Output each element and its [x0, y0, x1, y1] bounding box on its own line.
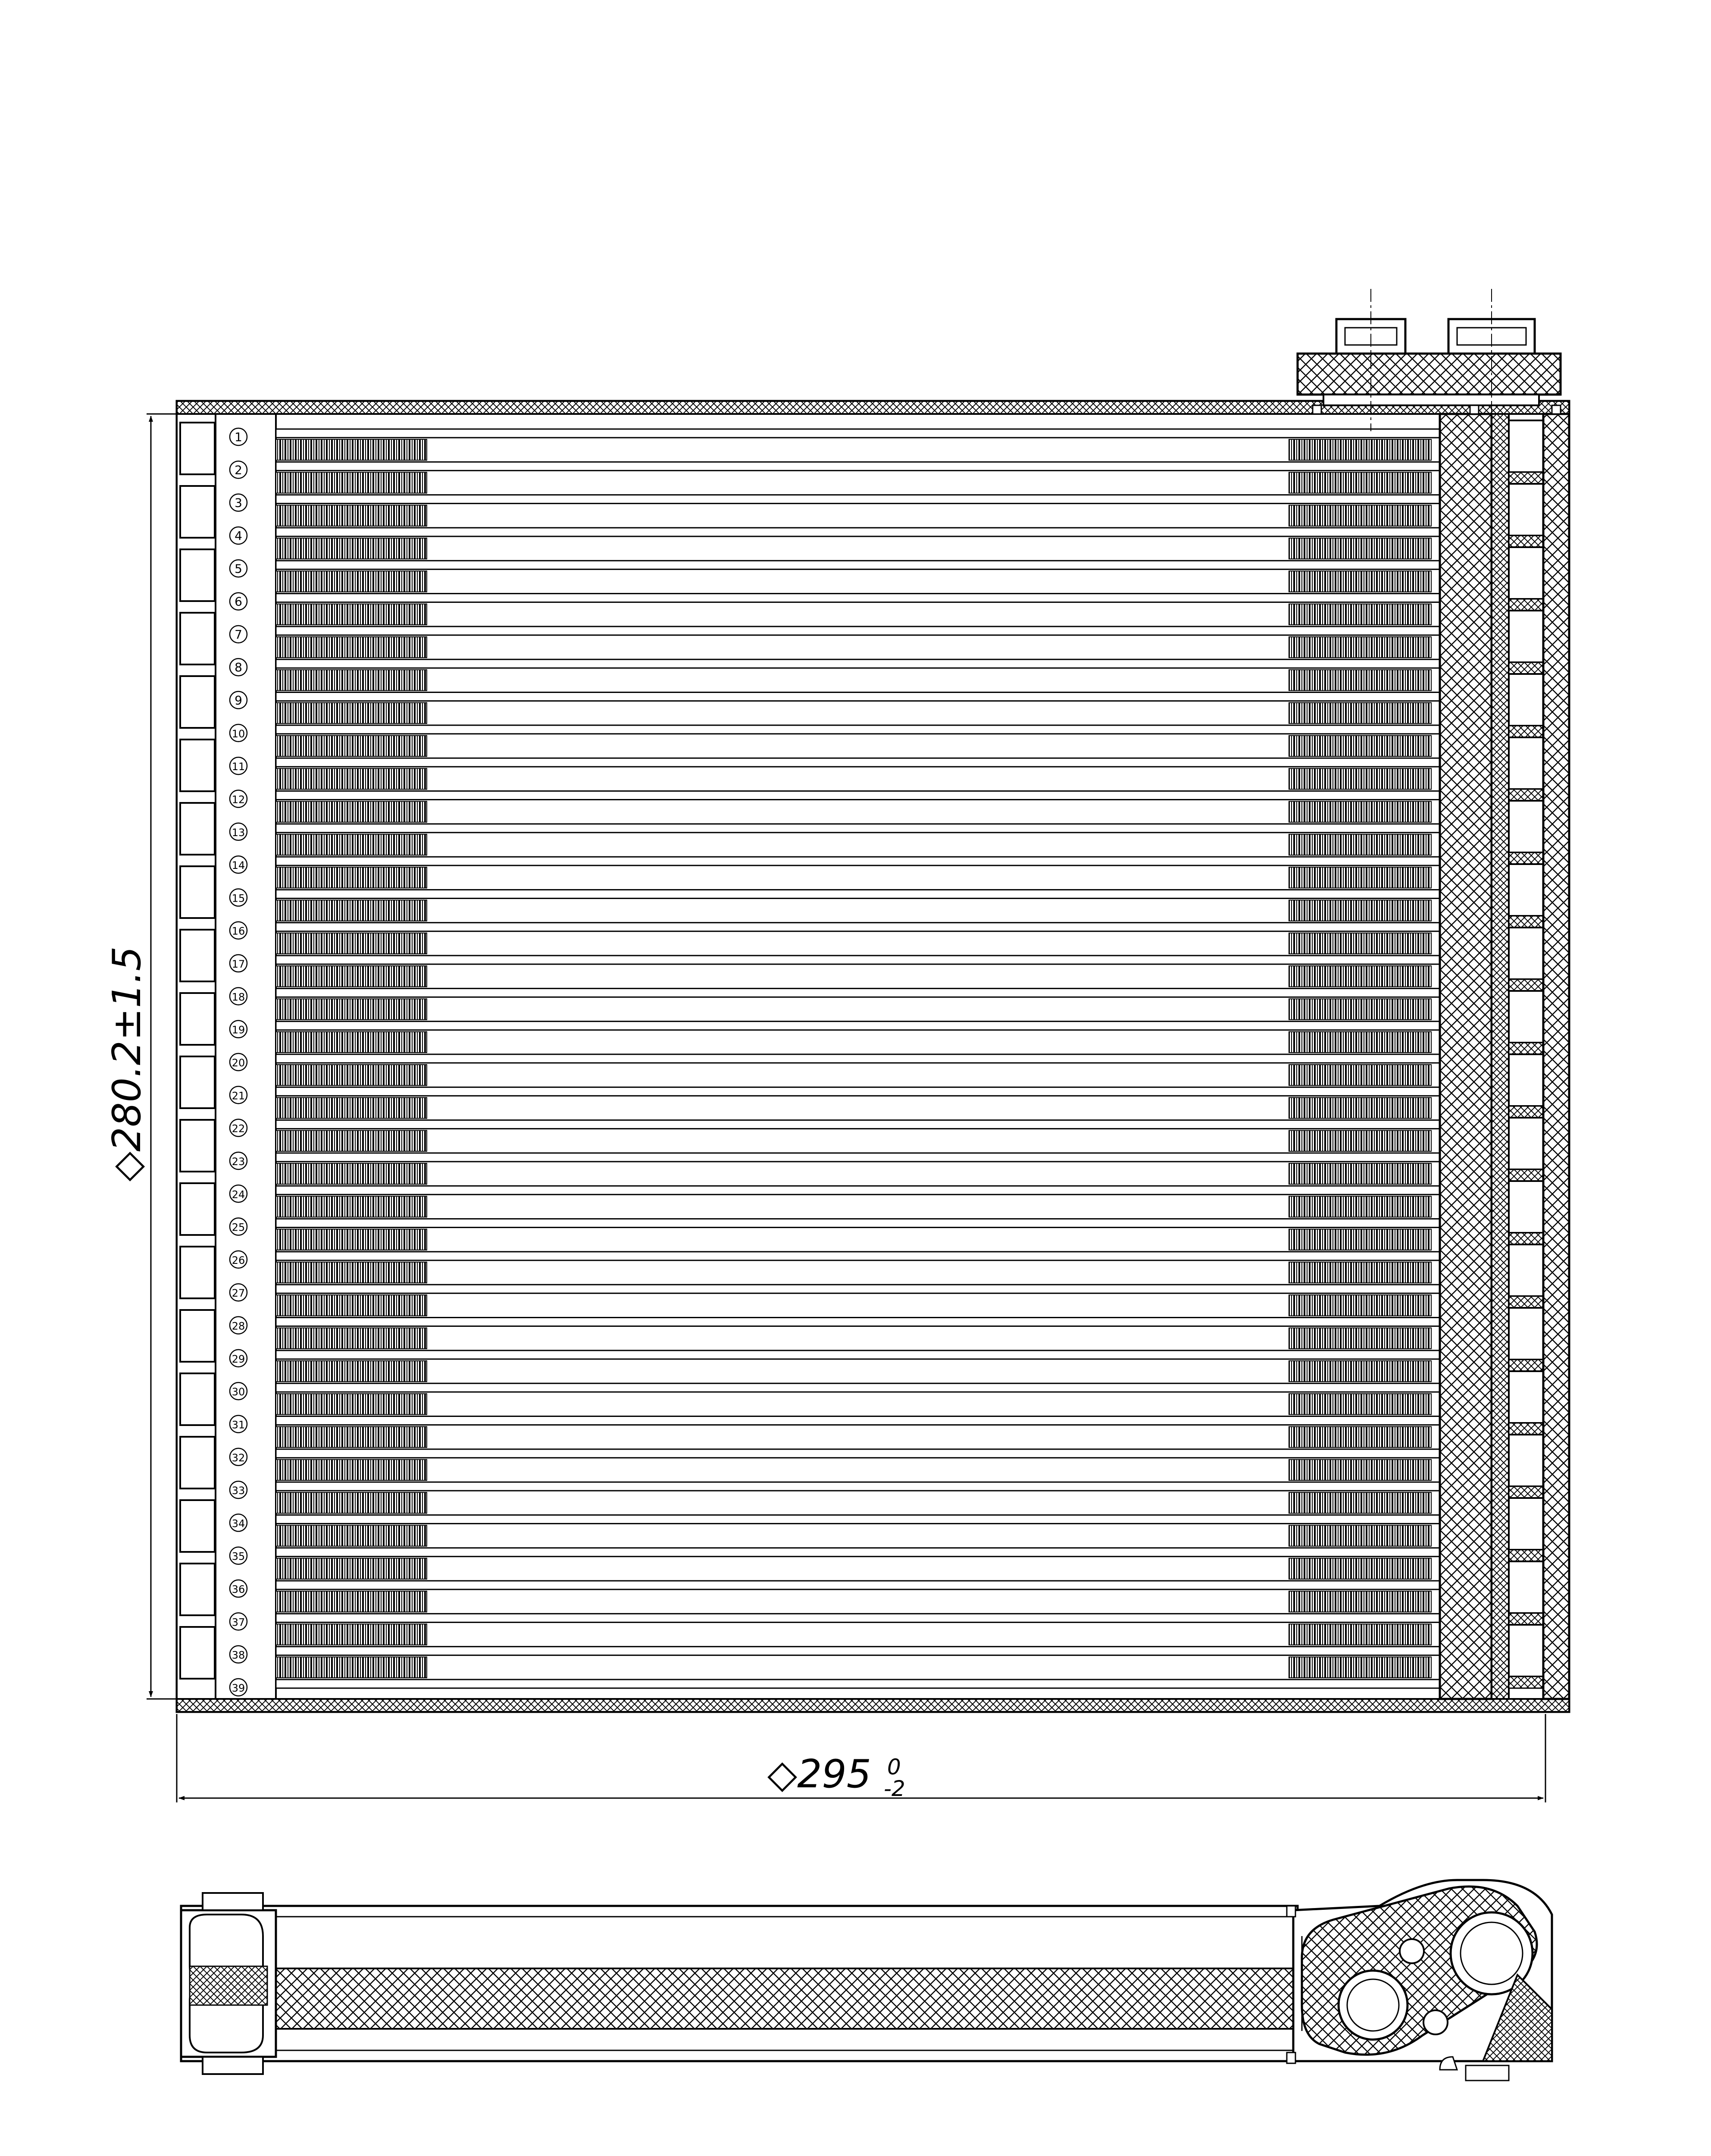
right-tank-joint: [1509, 852, 1543, 864]
fin-block-left: [276, 1492, 427, 1513]
fin-block-right: [1289, 571, 1431, 592]
tube-number-label: 15: [231, 892, 245, 905]
fin-block-right: [1289, 1032, 1431, 1053]
tube: [276, 1186, 1440, 1194]
tube: [276, 1614, 1440, 1622]
tube: [276, 1416, 1440, 1425]
tube-number-label: 21: [231, 1090, 245, 1102]
right-tank-segment: [1509, 1435, 1543, 1486]
tube-number-label: 22: [231, 1122, 245, 1135]
tube-number-label: 23: [231, 1155, 245, 1168]
fin-block-right: [1289, 472, 1431, 493]
tube: [276, 1153, 1440, 1162]
fin-block-left: [276, 1262, 427, 1283]
tube-number-label: 2: [235, 463, 242, 477]
tank-lug: [180, 613, 215, 664]
tube: [276, 627, 1440, 635]
tube: [276, 1680, 1440, 1688]
tube-number-label: 4: [235, 528, 242, 543]
right-tank-segment: [1509, 1181, 1543, 1233]
right-tank-segment: [1509, 801, 1543, 852]
tube: [276, 528, 1440, 536]
right-tank-joint: [1509, 662, 1543, 674]
fin-block-right: [1289, 1361, 1431, 1382]
tube: [276, 791, 1440, 799]
fin-block-right: [1289, 1065, 1431, 1085]
fin-block-left: [276, 703, 427, 724]
right-tank-segment: [1509, 1118, 1543, 1169]
bolt-hole-upper: [1400, 1939, 1424, 1963]
tube-number-label: 28: [231, 1320, 245, 1332]
right-tank-segment: [1509, 1308, 1543, 1360]
right-tank-segment: [1509, 1625, 1543, 1677]
tube-number-label: 26: [231, 1254, 245, 1266]
fin-block-right: [1289, 703, 1431, 724]
right-tank-joint: [1509, 599, 1543, 611]
tube-number-label: 3: [235, 495, 242, 510]
fin-block-right: [1289, 801, 1431, 822]
tube-number-label: 32: [231, 1451, 245, 1464]
fin-block-left: [276, 472, 427, 493]
right-end-plate: [1543, 414, 1569, 1699]
tube-number-label: 18: [231, 991, 245, 1003]
tank-lug: [180, 803, 215, 855]
tube: [276, 725, 1440, 734]
fin-block-right: [1289, 1163, 1431, 1184]
fin-block-right: [1289, 1525, 1431, 1546]
fin-block-left: [276, 1097, 427, 1118]
tube-number-label: 11: [231, 761, 245, 773]
tube-number-label: 19: [231, 1024, 245, 1036]
tube: [276, 495, 1440, 504]
tube: [276, 1022, 1440, 1030]
tube: [276, 1383, 1440, 1392]
right-tank-joint: [1509, 789, 1543, 801]
fin-block-left: [276, 1426, 427, 1447]
tube-number-label: 33: [231, 1485, 245, 1497]
tube-number-label: 10: [231, 727, 245, 740]
right-tank-joint: [1509, 916, 1543, 928]
tube-number-label: 7: [235, 627, 242, 642]
tank-lug: [180, 740, 215, 791]
right-tank-joint: [1509, 536, 1543, 547]
fin-block-left: [276, 1065, 427, 1085]
fin-block-right: [1289, 1492, 1431, 1513]
width-dimension: [177, 1714, 1545, 1802]
fin-block-right: [1289, 768, 1431, 789]
tube-number-label: 5: [235, 561, 242, 576]
fin-block-left: [276, 439, 427, 460]
width-tol-lower: -2: [884, 1776, 905, 1801]
tube: [276, 1087, 1440, 1096]
tube-number-label: 1: [235, 430, 242, 444]
right-tank-joint: [1509, 1360, 1543, 1371]
fin-block-left: [276, 637, 427, 658]
fin-block-right: [1289, 1657, 1431, 1678]
right-tank-segment: [1509, 928, 1543, 979]
fin-block-left: [276, 1591, 427, 1612]
right-tank-segment: [1509, 737, 1543, 789]
fin-block-right: [1289, 1558, 1431, 1579]
tube-rows: [276, 429, 1440, 1688]
tube: [276, 693, 1440, 701]
fin-block-left: [276, 736, 427, 756]
tube: [276, 857, 1440, 865]
bottom-side-plate: [177, 1699, 1569, 1712]
fin-block-right: [1289, 736, 1431, 756]
right-tank-segment: [1509, 1371, 1543, 1423]
fin-block-right: [1289, 999, 1431, 1019]
tube: [276, 1548, 1440, 1557]
fin-block-left: [276, 900, 427, 921]
tube: [276, 1252, 1440, 1260]
fin-block-left: [276, 1295, 427, 1316]
tube-number-label: 35: [231, 1550, 245, 1563]
tube: [276, 1647, 1440, 1655]
fin-block-right: [1289, 1131, 1431, 1151]
fin-block-left: [276, 999, 427, 1019]
fin-block-left: [276, 1657, 427, 1678]
fin-block-right: [1289, 1262, 1431, 1283]
tube-number-label: 14: [231, 859, 245, 872]
right-tank-segment: [1509, 1054, 1543, 1106]
tube: [276, 923, 1440, 931]
right-tank-joint: [1509, 979, 1543, 991]
fin-block-right: [1289, 933, 1431, 954]
fin-block-right: [1289, 538, 1431, 559]
width-tol-upper: 0: [887, 1755, 901, 1780]
tank-lug: [180, 423, 215, 474]
right-tank-joint: [1509, 1613, 1543, 1625]
tube-number-label: 17: [231, 958, 245, 971]
right-tank-joint: [1509, 1486, 1543, 1498]
tank-lug: [180, 1310, 215, 1362]
fin-block-left: [276, 834, 427, 855]
tube-number-label: 29: [231, 1353, 245, 1365]
tube-number-label: 27: [231, 1287, 245, 1300]
tube: [276, 561, 1440, 569]
tube-number-label: 31: [231, 1419, 245, 1431]
right-tank-joint: [1509, 1169, 1543, 1181]
tube-number-label: 20: [231, 1057, 245, 1069]
fin-block-right: [1289, 900, 1431, 921]
fin-block-right: [1289, 1394, 1431, 1414]
bolt-hole-lower: [1423, 2010, 1448, 2034]
fin-block-left: [276, 1196, 427, 1217]
fin-block-left: [276, 1394, 427, 1414]
fin-block-left: [276, 1163, 427, 1184]
tube: [276, 758, 1440, 767]
tube: [276, 1120, 1440, 1129]
fin-block-right: [1289, 834, 1431, 855]
fin-block-left: [276, 1032, 427, 1053]
right-tank-joint: [1509, 1677, 1543, 1688]
fin-block-left: [276, 505, 427, 526]
right-tank-segment: [1509, 1498, 1543, 1550]
tube: [276, 1351, 1440, 1359]
fin-block-left: [276, 1460, 427, 1480]
tank-lug: [180, 1183, 215, 1235]
tube-number-label: 13: [231, 826, 245, 839]
tube: [276, 429, 1440, 438]
height-dimension-text: ◇280.2±1.5: [104, 946, 150, 1181]
right-baffle-column: [1492, 414, 1509, 1699]
fin-block-right: [1289, 1196, 1431, 1217]
tank-lug: [180, 1247, 215, 1298]
tube: [276, 1482, 1440, 1491]
right-tank-joint: [1509, 1296, 1543, 1308]
tank-lug: [180, 1564, 215, 1615]
fin-block-left: [276, 604, 427, 625]
fin-block-right: [1289, 439, 1431, 460]
side-connection-block: [1287, 1880, 1552, 2081]
fin-block-right: [1289, 1624, 1431, 1645]
tube-number-label: 12: [231, 793, 245, 806]
tube-number-label: 9: [235, 693, 242, 708]
right-tank-segment: [1509, 1561, 1543, 1613]
tube-number-label: 24: [231, 1188, 245, 1201]
tank-lug: [180, 866, 215, 918]
tube: [276, 659, 1440, 668]
fin-block-left: [276, 538, 427, 559]
tube: [276, 1219, 1440, 1228]
tube-number-label: 25: [231, 1221, 245, 1234]
tube: [276, 1449, 1440, 1458]
tube: [276, 956, 1440, 964]
fin-block-right: [1289, 1097, 1431, 1118]
tube: [276, 462, 1440, 470]
fin-block-left: [276, 768, 427, 789]
side-view: [181, 1880, 1552, 2081]
tube: [276, 988, 1440, 997]
right-tank-joint: [1509, 1043, 1543, 1054]
fin-block-right: [1289, 505, 1431, 526]
tube: [276, 890, 1440, 898]
fin-block-right: [1289, 670, 1431, 690]
fin-block-left: [276, 1558, 427, 1579]
fin-block-left: [276, 966, 427, 987]
tube: [276, 1581, 1440, 1589]
fin-block-left: [276, 1229, 427, 1250]
fin-block-right: [1289, 637, 1431, 658]
right-tank-segment: [1509, 674, 1543, 726]
fin-block-left: [276, 1624, 427, 1645]
fin-block-left: [276, 801, 427, 822]
fin-block-left: [276, 670, 427, 690]
tube-number-label: 39: [231, 1682, 245, 1694]
fin-block-left: [276, 867, 427, 888]
fin-block-left: [276, 933, 427, 954]
right-tank-joint: [1509, 1423, 1543, 1435]
tank-lug: [180, 930, 215, 981]
right-tank-segments: [1509, 420, 1543, 1688]
fin-block-right: [1289, 1591, 1431, 1612]
right-tank-segment: [1509, 547, 1543, 599]
width-dimension-text: ◇295: [767, 1752, 872, 1797]
tank-lug: [180, 993, 215, 1045]
fin-block-left: [276, 1131, 427, 1151]
tube: [276, 1285, 1440, 1293]
right-tank-joint: [1509, 1233, 1543, 1244]
right-tank-segment: [1509, 1244, 1543, 1296]
tube: [276, 1054, 1440, 1063]
right-tank-joint: [1509, 1106, 1543, 1118]
tank-lug: [180, 486, 215, 538]
tube-number-label: 6: [235, 594, 242, 609]
port-small: [1339, 1971, 1408, 2040]
fin-block-left: [276, 1328, 427, 1349]
front-view: [104, 289, 1569, 1802]
fin-block-right: [1289, 604, 1431, 625]
tube-number-label: 8: [235, 660, 242, 675]
tank-lug: [180, 1056, 215, 1108]
tank-lug: [180, 1437, 215, 1489]
right-tank-joint: [1509, 726, 1543, 737]
fin-block-left: [276, 1525, 427, 1546]
fin-block-left: [276, 571, 427, 592]
fin-block-right: [1289, 1460, 1431, 1480]
right-tank-segment: [1509, 484, 1543, 536]
tube-number-label: 37: [231, 1616, 245, 1629]
fin-block-left: [276, 1361, 427, 1382]
tube: [276, 1318, 1440, 1326]
right-tank-segment: [1509, 611, 1543, 662]
right-tank-joint: [1509, 1550, 1543, 1561]
right-tank-joint: [1509, 472, 1543, 484]
tube-number-label: 30: [231, 1386, 245, 1398]
tube-number-label: 34: [231, 1517, 245, 1530]
tank-lug: [180, 1120, 215, 1172]
right-tank-segment: [1509, 864, 1543, 916]
tube: [276, 824, 1440, 833]
right-header-tank: [1440, 414, 1492, 1699]
tank-lug: [180, 1627, 215, 1679]
tank-lug: [180, 676, 215, 728]
tube-number-label: 38: [231, 1649, 245, 1661]
tube: [276, 1515, 1440, 1523]
tank-lug: [180, 1373, 215, 1425]
tube-number-label: 36: [231, 1583, 245, 1596]
tube-number-label: 16: [231, 925, 245, 937]
tube: [276, 594, 1440, 602]
fin-block-right: [1289, 1229, 1431, 1250]
tank-lug: [180, 1500, 215, 1552]
side-core-band: [267, 1968, 1293, 2029]
tank-lug: [180, 549, 215, 601]
fin-block-right: [1289, 1426, 1431, 1447]
fin-block-right: [1289, 1328, 1431, 1349]
side-left-tank: [181, 1893, 276, 2074]
right-tank-segment: [1509, 420, 1543, 472]
fin-block-right: [1289, 966, 1431, 987]
right-tank-segment: [1509, 991, 1543, 1043]
fin-block-right: [1289, 867, 1431, 888]
fin-block-right: [1289, 1295, 1431, 1316]
